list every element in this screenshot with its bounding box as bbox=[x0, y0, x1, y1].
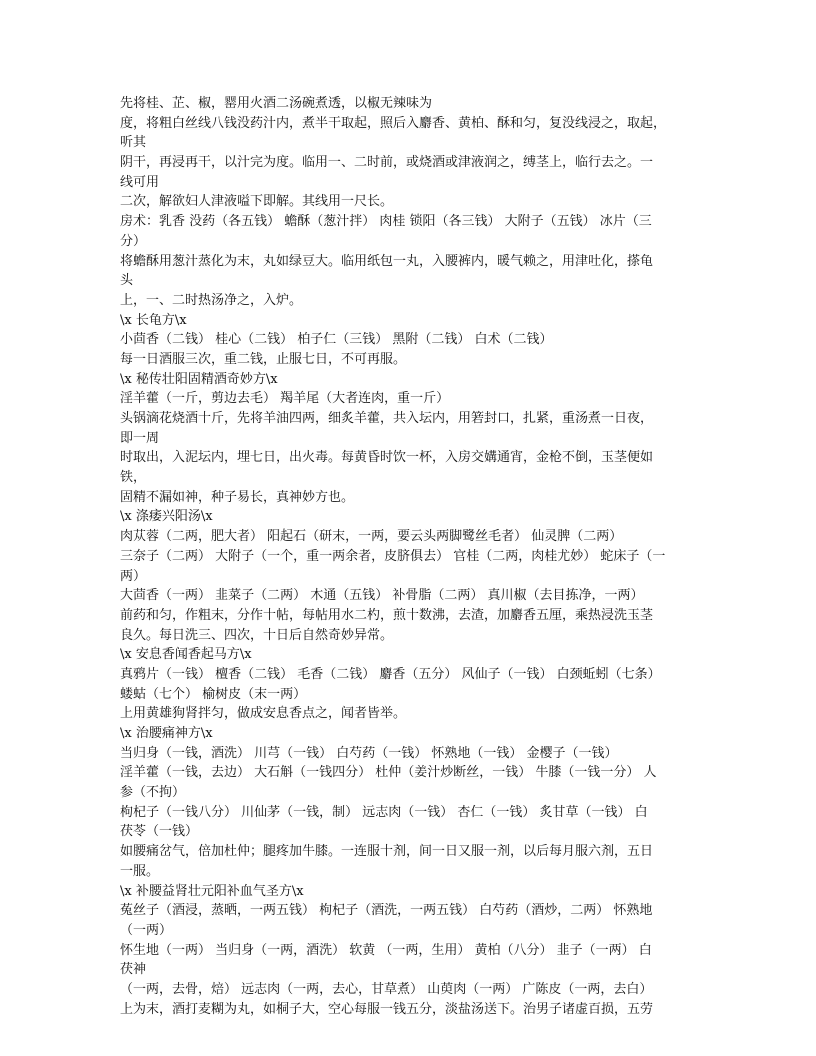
document-page bbox=[120, 94, 698, 1019]
text-line: 头锅滴花烧酒十斤，先将羊油四两，细炙羊藿，共入坛内，用箬封口，扎紧，重汤煮一日夜， bbox=[120, 411, 654, 426]
text-line: 上为末，酒打麦糊为丸，如桐子大，空心每服一钱五分，淡盐汤送下。治男子诸虚百损，五劳 bbox=[120, 1001, 654, 1017]
text-line: 上，一、二时热汤净之，入炉。 bbox=[120, 292, 303, 308]
section-heading: \x 补腰益肾壮元阳补血气圣方\x bbox=[120, 883, 304, 899]
text-line: 阴干，再浸再干，以汁完为度。临用一、二时前，或烧酒或津液润之，缚茎上，临行去之。一 bbox=[120, 155, 654, 171]
text-line: 听其 bbox=[120, 135, 147, 151]
section-heading: \x 涤痿兴阳汤\x bbox=[120, 509, 213, 525]
section-heading: \x 秘传壮阳固精酒奇妙方\x bbox=[120, 371, 278, 387]
text-line: 时取出，入泥坛内，埋七日，出火毒。每黄昏时饮一杯，入房交媾通宵，金枪不倒，玉茎便如 bbox=[120, 450, 654, 466]
text-line: 头 bbox=[120, 273, 134, 289]
text-line: 前药和匀，作粗末，分作十帖，每帖用水二杓，煎十数沸，去渣，加麝香五厘，乘热浸洗玉茎 bbox=[120, 607, 654, 623]
text-line: 每一日酒服三次，重二钱，止服七日，不可再服。 bbox=[120, 351, 407, 367]
text-line: 分） bbox=[120, 233, 147, 249]
text-line: 小茴香（二钱） 桂心（二钱） 柏子仁（三钱） 黑附（二钱） 白术（二钱） bbox=[120, 332, 553, 348]
text-line: 即一周 bbox=[120, 430, 160, 446]
text-line: 线可用 bbox=[120, 174, 160, 190]
text-line: 茯神 bbox=[120, 962, 147, 978]
text-line: 良久。每日洗三、四次，十日后自然奇妙异常。 bbox=[120, 627, 394, 643]
text-line: 上用黄雄狗肾拌匀，做成安息香点之，闻者皆举。 bbox=[120, 706, 407, 722]
text-line: （一两） bbox=[120, 922, 173, 938]
text-line: 枸杞子（一钱八分） 川仙茅（一钱，制） 远志肉（一钱） 杏仁（一钱） 炙甘草（一钱） 白 bbox=[120, 804, 648, 820]
text-line: 真鸦片（一钱） 檀香（二钱） 毛香（二钱） 麝香（五分） 风仙子（一钱） 白颈蚯蚓（七条） bbox=[120, 666, 661, 682]
text-line: 三奈子（二两） 大附子（一个，重一两余者，皮脐俱去） 官桂（二两，肉桂尤妙） 蛇床子（一 bbox=[120, 548, 666, 564]
text-line: 固精不漏如神，种子易长，真神妙方也。 bbox=[120, 489, 355, 505]
text-line: 当归身（一钱，酒洗） 川芎（一钱） 白芍药（一钱） 怀熟地（一钱） 金樱子（一钱） bbox=[120, 745, 618, 761]
text-line: 茯苓（一钱） bbox=[120, 824, 199, 840]
text-line: 肉苁蓉（二两，肥大者） 阳起石（研末，一两，要云头两脚鹭丝毛者） 仙灵脾（二两） bbox=[120, 529, 623, 545]
text-line: 淫羊藿（一斤，剪边去毛） 羯羊尾（大者连肉，重一斤） bbox=[120, 391, 450, 407]
section-heading: \x 长龟方\x bbox=[120, 312, 187, 328]
text-line: 蝼蛄（七个） 榆树皮（末一两） bbox=[120, 686, 307, 702]
section-heading: \x 安息香闻香起马方\x bbox=[120, 647, 252, 663]
text-line: 将蟾酥用葱汁蒸化为末，丸如绿豆大。临用纸包一丸，入腰裤内，暖气赖之，用津吐化，搽龟 bbox=[120, 253, 654, 269]
text-line: 怀生地（一两） 当归身（一两，酒洗） 软黄 （一两，生用） 黄柏（八分） 韭子（一两） 白 bbox=[120, 942, 652, 958]
section-heading: \x 治腰痛神方\x bbox=[120, 726, 213, 741]
text-line: 大茴香（一两） 韭菜子（二两） 木通（五钱） 补骨脂（二两） 真川椒（去目拣净，一两） bbox=[120, 588, 644, 604]
text-line: （一两，去骨，焙） 远志肉（一两，去心，甘草煮） 山萸肉（一两） 广陈皮（一两，去白） bbox=[120, 981, 653, 997]
text-line: 度，将粗白丝线八钱没药汁内，煮半干取起，照后入麝香、黄柏、酥和匀，复没线浸之，取起， bbox=[120, 115, 667, 131]
text-line: 先将桂、芷、椒，罂用火酒二汤碗煮透，以椒无辣味为 bbox=[120, 96, 433, 111]
text-line: 一服。 bbox=[120, 863, 160, 879]
text-line: 两） bbox=[120, 568, 147, 584]
text-line: 参（不拘） bbox=[120, 785, 186, 801]
text-line: 如腰痛岔气，倍加杜仲；腿疼加牛膝。一连服十剂，间一日又服一剂，以后每月服六剂，五日 bbox=[120, 844, 654, 860]
text-line: 淫羊藿（一钱，去边） 大石斛（一钱四分） 杜仲（姜汁炒断丝，一钱） 牛膝（一钱一分） 人 bbox=[120, 765, 657, 781]
text-line: 房术：乳香 没药（各五钱） 蟾酥（葱汁拌） 肉桂 锁阳（各三钱） 大附子（五钱） 冰片（三 bbox=[120, 214, 652, 230]
text-line: 铁， bbox=[120, 470, 147, 486]
text-line: 菟丝子（酒浸，蒸晒，一两五钱） 枸杞子（酒洗，一两五钱） 白芍药（酒炒，二两） 怀熟地 bbox=[120, 903, 653, 919]
text-line: 二次，解欲妇人津液嗌下即解。其线用一尺长。 bbox=[120, 194, 394, 210]
